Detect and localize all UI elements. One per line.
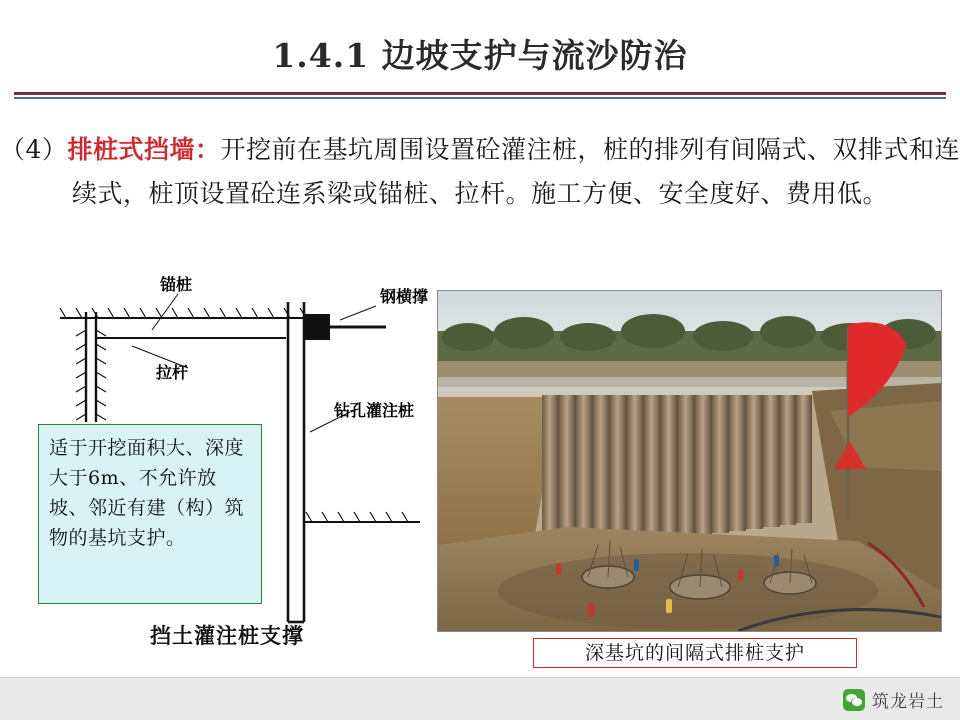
brand-label: 筑龙岩土 bbox=[872, 692, 944, 712]
paragraph-highlight: 排桩式挡墙： bbox=[67, 135, 221, 164]
wechat-icon bbox=[843, 689, 865, 711]
divider-line-bottom bbox=[14, 97, 946, 99]
diagram-caption: 挡土灌注桩支撑 bbox=[150, 623, 304, 648]
diagram-label-tie-rod: 拉杆 bbox=[156, 363, 189, 382]
diagram-label-steel-brace: 钢横撑 bbox=[380, 287, 429, 306]
footer-bar bbox=[0, 677, 960, 720]
paragraph-rest: 开挖前在基坑周围设置砼灌注桩，桩的排列有间隔式、双排式和连续式，桩顶设置砼连系梁或锚桩、拉杆。施工方便、安全度好、费用低。 bbox=[71, 135, 960, 208]
site-photo bbox=[437, 290, 942, 632]
page-title bbox=[0, 30, 960, 77]
diagram-label-bored-pile: 钻孔灌注桩 bbox=[334, 401, 415, 420]
anchor-pile-shape bbox=[76, 312, 106, 422]
paragraph-prefix: （4） bbox=[0, 135, 68, 164]
diagram-label-anchor-pile: 锚桩 bbox=[160, 275, 193, 294]
bored-pile-shape bbox=[288, 302, 304, 622]
photo-caption: 深基坑的间隔式排桩支护 bbox=[533, 638, 857, 668]
callout-box: 适于开挖面积大、深度大于6m、不允许放坡、邻近有建（构）筑物的基坑支护。 bbox=[38, 424, 262, 604]
body-paragraph bbox=[0, 128, 960, 216]
brand-block bbox=[843, 687, 944, 712]
title-divider bbox=[14, 92, 946, 99]
page-title-text: 1.4.1 边坡支护与流沙防治 bbox=[272, 36, 688, 75]
